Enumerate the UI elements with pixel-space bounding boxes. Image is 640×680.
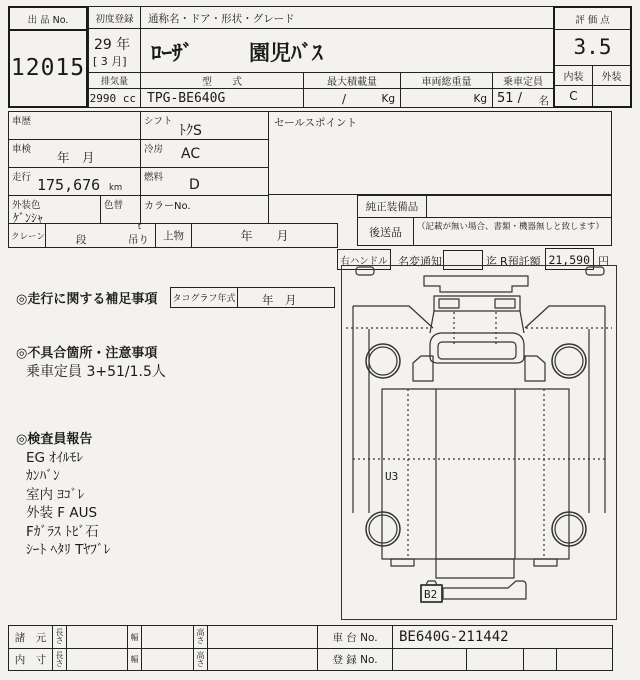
exterior-label: 外装 bbox=[601, 71, 622, 83]
recycle-amount: 21,590 bbox=[548, 253, 590, 267]
inner-label: 内 寸 bbox=[14, 654, 47, 666]
displacement-value-cell bbox=[88, 88, 141, 108]
inner-row-label bbox=[8, 648, 53, 671]
roof-panel bbox=[382, 389, 569, 559]
inspector-note: ｶﾝﾊﾞﾝ bbox=[26, 468, 60, 485]
inspector-notes-list bbox=[26, 446, 110, 556]
name-change-label: 名変通知 bbox=[398, 255, 442, 268]
inspector-note: 室内 ﾖｺﾞﾚ bbox=[26, 486, 85, 503]
fuel-label: 燃料 bbox=[144, 172, 164, 183]
interior-grade-cell bbox=[555, 85, 593, 106]
sales-point-label: セールスポイント bbox=[274, 117, 358, 129]
gvw-value-cell bbox=[400, 88, 493, 108]
width-label-1 bbox=[127, 625, 142, 649]
height-value-2 bbox=[207, 648, 318, 671]
tachograph-value: 年 月 bbox=[262, 293, 297, 307]
width-label-text-2: 幅 bbox=[130, 655, 139, 664]
vehicle-name-cell bbox=[140, 28, 554, 73]
repaint-label: 色替 bbox=[104, 200, 124, 211]
history-label: 車歴 bbox=[12, 116, 32, 127]
gvw-label: 車両総重量 bbox=[421, 77, 472, 88]
name-label: 通称名・ドア・形状・グレード bbox=[148, 13, 295, 25]
score-value: 3.5 bbox=[573, 35, 612, 59]
crane-stage: 段 bbox=[76, 234, 87, 246]
aircon-value: AC bbox=[181, 146, 201, 162]
width-value-1 bbox=[141, 625, 194, 649]
displacement-value: 2990 cc bbox=[89, 92, 136, 105]
interior-header bbox=[555, 65, 593, 86]
color-no-cell bbox=[140, 195, 269, 224]
capacity-label: 乗車定員 bbox=[503, 77, 543, 88]
lot-label: 出 品 No. bbox=[27, 14, 69, 26]
color-no-label: カラーNo. bbox=[144, 201, 191, 212]
mileage-remarks-title: ◎走行に関する補足事項 bbox=[16, 292, 158, 307]
displacement-label: 排気量 bbox=[100, 77, 128, 87]
width-label-text-1: 幅 bbox=[130, 632, 139, 642]
registration-value-cell-3 bbox=[523, 648, 557, 671]
aircon-label: 冷房 bbox=[144, 144, 164, 155]
genuine-equip-label-cell bbox=[357, 195, 427, 218]
width-value-2 bbox=[141, 648, 194, 671]
shift-label: シフト bbox=[144, 116, 173, 127]
shift-value: ﾄｸS bbox=[179, 123, 202, 139]
length-label-2: 長さ bbox=[52, 648, 67, 671]
defect-note: 乗車定員 3+51/1.5人 bbox=[26, 364, 166, 380]
width-label-2 bbox=[127, 648, 142, 671]
gvw-header-cell bbox=[400, 72, 493, 89]
height-label-2: 高さ bbox=[193, 648, 208, 671]
max-load-header-cell bbox=[303, 72, 401, 89]
inspector-note: 外装 F AUS bbox=[26, 505, 98, 522]
inspector-note: ｼｰﾄ ﾍﾀﾘ Tﾔﾌﾞﾚ bbox=[26, 541, 111, 558]
score-header bbox=[555, 8, 630, 30]
genuine-equip-label: 純正装備品 bbox=[365, 201, 419, 213]
registration-label-cell bbox=[317, 648, 393, 671]
bus-foldout-diagram bbox=[342, 266, 616, 619]
score-box bbox=[553, 6, 632, 108]
spec-row-label bbox=[8, 625, 53, 649]
front-panel bbox=[434, 296, 520, 311]
inspector-note: EG ｵｲﾙﾓﾚ bbox=[26, 450, 84, 466]
length-label-1: 長さ bbox=[52, 625, 67, 649]
max-load-value: / bbox=[342, 92, 347, 106]
score-value-cell bbox=[555, 29, 630, 66]
model-label: 型 式 bbox=[202, 77, 242, 88]
steering-label: 右ハンドル bbox=[340, 255, 388, 267]
chassis-number: BE640G-211442 bbox=[399, 629, 509, 645]
exterior-header bbox=[593, 65, 630, 86]
ext-color-label: 外装色 bbox=[12, 200, 41, 211]
crane-value-cell bbox=[45, 223, 156, 248]
chassis-label-cell bbox=[317, 625, 393, 649]
score-label: 評 価 点 bbox=[575, 14, 610, 26]
tachograph-label: タコグラフ年式 bbox=[172, 294, 236, 304]
fuel-cell bbox=[140, 167, 269, 196]
displacement-header-cell bbox=[88, 72, 141, 89]
inspection-value: 年 月 bbox=[57, 150, 95, 165]
registration-value-cell-2 bbox=[466, 648, 524, 671]
front-right-wheel bbox=[552, 344, 586, 378]
lot-number-header bbox=[10, 8, 86, 31]
left-headlight bbox=[439, 299, 459, 308]
body-value: 年 月 bbox=[240, 229, 289, 243]
gvw-unit: Kg bbox=[473, 93, 487, 105]
interior-label: 内装 bbox=[563, 71, 584, 83]
spec-label: 諸 元 bbox=[14, 631, 47, 644]
vehicle-name: ﾛｰｻﾞ bbox=[151, 41, 193, 65]
until-label: 迄 bbox=[486, 255, 497, 268]
inspector-note: Fｶﾞﾗｽ ﾄﾋﾞ石 bbox=[26, 523, 99, 540]
defect-title: ◎不具合箇所・注意事項 bbox=[16, 346, 158, 361]
crane-label: クレーン bbox=[11, 232, 45, 242]
fuel-value: D bbox=[189, 177, 200, 193]
later-ship-note: （記載が無い場合、書類・機器無しと致します） bbox=[417, 222, 605, 232]
first-reg-year: 29 年 bbox=[94, 37, 131, 53]
windshield-inner bbox=[438, 342, 516, 359]
interior-grade: C bbox=[569, 88, 578, 103]
chassis-label: 車 台 No. bbox=[332, 631, 378, 644]
right-headlight bbox=[495, 299, 515, 308]
rear-left-wheel bbox=[366, 512, 400, 546]
later-ship-label: 後送品 bbox=[369, 225, 402, 239]
rear-bumper bbox=[443, 581, 526, 599]
max-load-unit: Kg bbox=[381, 93, 395, 105]
rear-panel bbox=[436, 559, 514, 578]
first-reg-header-cell bbox=[88, 6, 141, 29]
repaint-cell bbox=[100, 195, 141, 224]
capacity-value: 51 / bbox=[497, 91, 523, 106]
exterior-grade-cell bbox=[593, 85, 630, 106]
body-value-cell bbox=[191, 223, 338, 248]
vehicle-diagram-box bbox=[341, 265, 617, 620]
height-label-1: 高さ bbox=[193, 625, 208, 649]
ext-color-value: ｹﾞﾝｼｬ bbox=[13, 211, 44, 225]
chassis-value-cell bbox=[392, 625, 613, 649]
max-load-label: 最大積載量 bbox=[327, 77, 377, 88]
right-quarter-window bbox=[525, 356, 545, 381]
capacity-header-cell bbox=[492, 72, 554, 89]
capacity-value-cell bbox=[492, 88, 554, 108]
model-value-cell bbox=[140, 88, 304, 108]
registration-value-cell-4 bbox=[556, 648, 613, 671]
front-bumper bbox=[424, 276, 528, 292]
model-header-cell bbox=[140, 72, 304, 89]
history-cell bbox=[8, 111, 141, 140]
first-reg-month: [ 3 月] bbox=[93, 55, 127, 68]
max-load-value-cell bbox=[303, 88, 401, 108]
model-value: TPG-BE640G bbox=[147, 91, 226, 106]
length-value-2 bbox=[66, 648, 128, 671]
mileage-value: 175,676 bbox=[37, 176, 101, 194]
length-value-1 bbox=[66, 625, 128, 649]
shift-cell bbox=[140, 111, 269, 140]
mileage-unit: km bbox=[109, 183, 123, 193]
crane-label-cell bbox=[8, 223, 46, 248]
lot-number-value-cell bbox=[10, 29, 86, 106]
inspection-label: 車検 bbox=[12, 144, 32, 155]
first-reg-value-cell bbox=[88, 28, 141, 73]
recycle-label: R預託額 bbox=[500, 255, 541, 268]
lot-number-box bbox=[8, 6, 88, 108]
registration-label: 登 録 No. bbox=[332, 654, 378, 666]
later-ship-value-cell bbox=[413, 217, 612, 246]
inspection-cell bbox=[8, 139, 141, 168]
body-label-cell bbox=[155, 223, 192, 248]
damage-mark-b2: B2 bbox=[424, 588, 438, 601]
capacity-unit: 名 bbox=[538, 95, 549, 107]
mileage-label: 走行 bbox=[12, 172, 32, 183]
height-value-1 bbox=[207, 625, 318, 649]
right-mirror bbox=[586, 267, 604, 275]
yen-label: 円 bbox=[598, 255, 609, 268]
lot-number: 12015 bbox=[10, 54, 86, 81]
front-left-wheel bbox=[366, 344, 400, 378]
vehicle-grade: 園児ﾊﾞｽ bbox=[249, 41, 323, 65]
name-header-cell bbox=[140, 6, 554, 29]
first-reg-label: 初度登録 bbox=[95, 13, 134, 25]
tachograph-value-cell bbox=[237, 287, 335, 308]
genuine-equip-value-cell bbox=[426, 195, 612, 218]
ext-color-cell bbox=[8, 195, 101, 224]
damage-mark-u3: U3 bbox=[385, 470, 399, 483]
later-ship-label-cell bbox=[357, 217, 414, 246]
body-label: 上物 bbox=[163, 230, 184, 242]
sales-point-box bbox=[268, 111, 612, 195]
left-mirror bbox=[356, 267, 374, 275]
registration-value-cell-1 bbox=[392, 648, 467, 671]
crane-lift: 吊り bbox=[128, 234, 149, 246]
mileage-cell bbox=[8, 167, 141, 196]
aircon-cell bbox=[140, 139, 269, 168]
tachograph-label-cell bbox=[170, 287, 238, 308]
crane-ton: t bbox=[137, 222, 141, 231]
inspector-title: ◎検査員報告 bbox=[16, 432, 93, 447]
